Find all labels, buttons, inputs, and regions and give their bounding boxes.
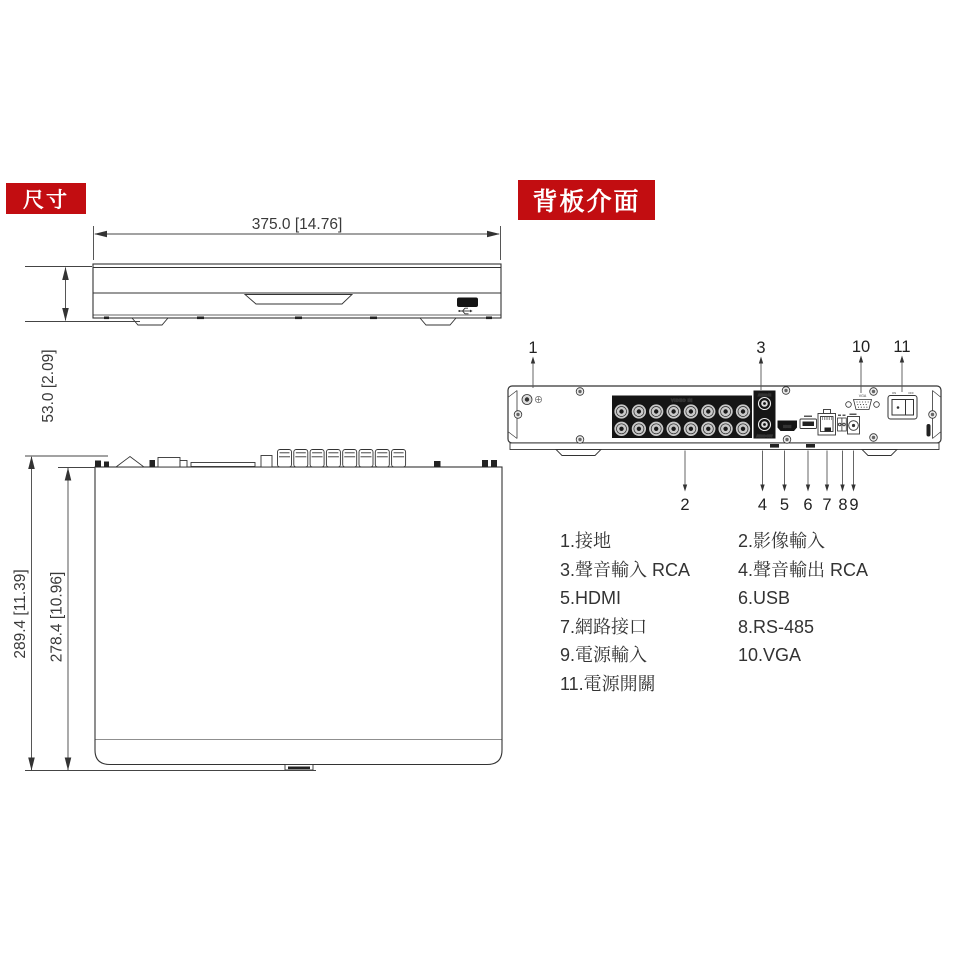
legend-item-7: 7.網路接口 [560,616,648,637]
legend-item-8: 8.RS-485 [738,616,815,637]
svg-text:8: 8 [838,496,848,514]
front-foot-right [420,318,456,325]
svg-text:3: 3 [756,339,766,357]
power-input-jack [848,414,860,435]
legend-item-5: 5.HDMI [560,588,622,609]
svg-text:11: 11 [893,338,911,356]
rear-panel-view [508,386,941,456]
callout-11 [893,338,910,392]
callout-6 [803,451,812,515]
bnc-tops [278,450,406,468]
top-outer-dimension-text: 289.4 [11.39] [12,569,30,659]
callout-7 [822,451,831,515]
ethernet-port [818,410,836,436]
top-view [95,450,502,771]
legend-item-2: 2.影像輸入 [738,531,826,551]
legend-item-6: 6.USB [738,588,791,609]
front-width-dimension-text: 375.0 [14.76] [251,216,343,233]
front-width-dimension [94,216,501,260]
rear-bracket-right [862,450,897,456]
svg-text:2: 2 [680,496,690,514]
front-view [93,264,501,325]
power-switch [888,391,917,419]
rear-right-slot [927,424,931,437]
switch-on-label: ON [891,391,897,395]
vga-label: VGA [858,394,867,398]
audio-in-label: AUDIO IN [758,393,771,397]
svg-text:5: 5 [779,496,790,514]
callout-9 [849,451,858,515]
svg-text:1: 1 [528,339,538,357]
svg-text:4: 4 [757,496,768,514]
rear-bracket-left [556,450,601,456]
legend-item-10: 10.VGA [738,645,802,666]
legend-item-4: 4.聲音輸出 RCA [738,559,869,580]
svg-text:6: 6 [803,496,813,514]
legend-item-11: 11.電源開關 [560,673,656,694]
callout-2 [680,451,689,515]
rca-audio-out [759,419,771,431]
callout-3 [756,339,765,390]
callout-10 [852,338,870,393]
svg-text:10: 10 [851,338,871,356]
front-handle-indent [245,295,352,305]
video-in-label: VIDEO IN [671,398,693,403]
top-inner-dimension [49,468,95,771]
callout-8 [838,451,847,515]
legend-item-9: 9.電源輸入 [560,645,648,666]
front-height-dimension-text: 53.0 [2.09] [40,349,58,423]
hdmi-port [778,421,798,432]
section-label-dimensions: 尺寸 [6,183,86,214]
top-view-rear-connectors [95,450,497,468]
legend-item-1: 1.接地 [560,531,612,551]
top-inner-dimension-text: 278.4 [10.96] [48,571,66,663]
port-legend [560,527,868,699]
svg-text:7: 7 [822,496,832,514]
hdmi-label: HDMI [783,424,792,429]
callout-1 [528,339,537,388]
rca-audio-in [759,398,771,410]
audio-strip [754,391,776,439]
svg-text:9: 9 [849,496,859,514]
section-label-back-panel: 背板介面 [518,180,655,220]
legend-item-empty [738,670,868,699]
audio-out-label: AUDIO OUT [756,434,773,438]
video-in-bnc-block [612,396,752,439]
top-view-front-tab [285,765,313,771]
legend-item-3: 3.聲音輸入 RCA [560,559,691,580]
callout-4 [758,451,767,515]
switch-off-label: OFF [908,391,914,395]
callout-5 [780,451,789,515]
